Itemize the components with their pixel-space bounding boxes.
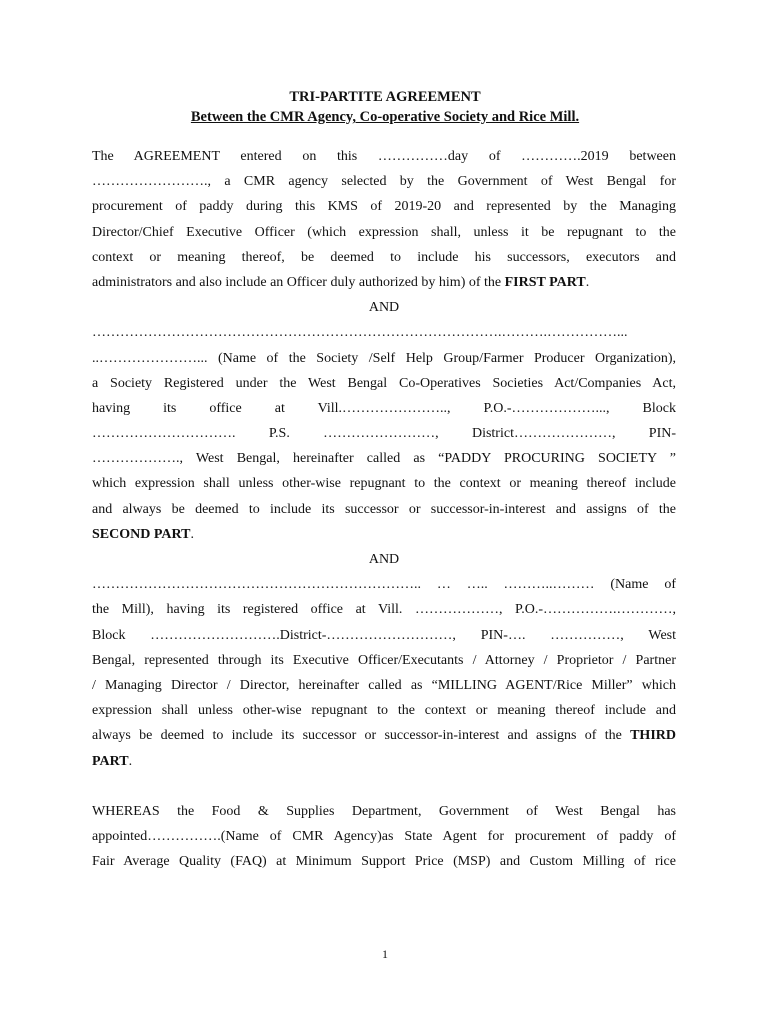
document-subtitle: Between the CMR Agency, Co-operative Society and Rice Mill. (190, 109, 580, 125)
and-separator (92, 295, 676, 320)
line-text: appointed…………….(Name of CMR Agency)as State Agent for procurement of paddy of (92, 829, 676, 845)
document-title: TRI-PARTITE AGREEMENT (289, 89, 481, 105)
text-line (92, 346, 676, 371)
text-line (92, 421, 676, 446)
text-line (92, 673, 676, 698)
text-line (92, 597, 676, 622)
line-text: ……………………., a CMR agency selected by the Government of West Bengal for (92, 174, 676, 190)
text-line (92, 497, 676, 522)
line-text: always be deemed to include its successor or successor-in-interest and assigns of the (92, 728, 631, 744)
page-number: 1 (382, 947, 388, 961)
text-line (92, 245, 676, 270)
party-label: THIRD (630, 728, 676, 744)
text-line (92, 849, 676, 874)
text-line (92, 698, 676, 723)
line-text: ………………., West Bengal, hereinafter called as “PADDY PROCURING SOCIETY ” (92, 451, 676, 467)
agreement-body (92, 144, 676, 874)
line-text: …………………………. P.S. ……………………, District…………………, PIN- (92, 426, 676, 442)
text-line (92, 371, 676, 396)
line-text: Fair Average Quality (FAQ) at Minimum Support Price (MSP) and Custom Milling of rice (92, 854, 676, 870)
text-line (92, 749, 676, 774)
line-text: Block ……………………….District-………………………, PIN-…. ……………, West (92, 627, 676, 643)
party-label: FIRST PART (504, 274, 586, 290)
text-line (92, 723, 676, 748)
line-text: expression shall unless other-wise repugnant to the context or meaning thereof include and (92, 703, 676, 719)
text-line (92, 144, 676, 169)
text-line (92, 320, 676, 345)
line-text: AND (368, 300, 400, 316)
line-text: / Managing Director / Director, hereinafter called as “MILLING AGENT/Rice Miller” which (92, 677, 676, 693)
line-text: a Society Registered under the West Bengal Co-Operatives Societies Act/Companies Act, (92, 375, 676, 391)
line-text: AND (368, 552, 400, 567)
line-text: The AGREEMENT entered on this ……………day of ………….2019 between (92, 149, 676, 164)
line-text: which expression shall unless other-wise repugnant to the context or meaning thereof include (92, 476, 676, 492)
line-text: Director/Chief Executive Officer (which expression shall, unless it be repugnant to the (92, 224, 676, 240)
text-line (92, 220, 676, 245)
line-text: context or meaning thereof, be deemed to include his successors, executors and (92, 249, 676, 265)
line-text: …………………………………………………………………………….……….……………... (92, 325, 628, 341)
party-label: PART (92, 753, 129, 769)
line-text: Bengal, represented through its Executive Officer/Executants / Attorney / Proprietor / Partner (92, 652, 676, 668)
party-label: SECOND PART (92, 526, 191, 542)
line-punctuation: . (190, 526, 194, 542)
text-line (92, 270, 676, 295)
text-line (92, 623, 676, 648)
line-text: the Mill), having its registered office at Vill. ………………, P.O.-…………….…………, (92, 602, 676, 618)
line-text: WHEREAS the Food & Supplies Department, Government of West Bengal has (92, 803, 676, 819)
text-line (92, 572, 676, 597)
text-line (92, 824, 676, 849)
line-text: having its office at Vill.………………….., P.O.-………………..., Block (92, 400, 676, 416)
text-line (92, 522, 676, 547)
text-line (92, 648, 676, 673)
line-punctuation: . (585, 274, 590, 290)
line-punctuation: . (128, 753, 133, 769)
text-line (92, 471, 676, 496)
text-line (92, 396, 676, 421)
text-line (92, 799, 676, 824)
line-text: ..…………………... (Name of the Society /Self Help Group/Farmer Producer Organization), (92, 350, 676, 366)
text-line (92, 169, 676, 194)
line-text: procurement of paddy during this KMS of 2019-20 and represented by the Managing (92, 199, 676, 215)
and-separator (92, 547, 676, 572)
paragraph-gap (92, 774, 676, 799)
line-text: …………………………………………………………….. … ….. ………..……… (Name of (92, 577, 676, 593)
line-text: and always be deemed to include its successor or successor-in-interest and assigns of the (92, 501, 676, 517)
text-line (92, 194, 676, 219)
text-line (92, 446, 676, 471)
line-text: administrators and also include an Officer duly authorized by him) of the (92, 274, 505, 290)
